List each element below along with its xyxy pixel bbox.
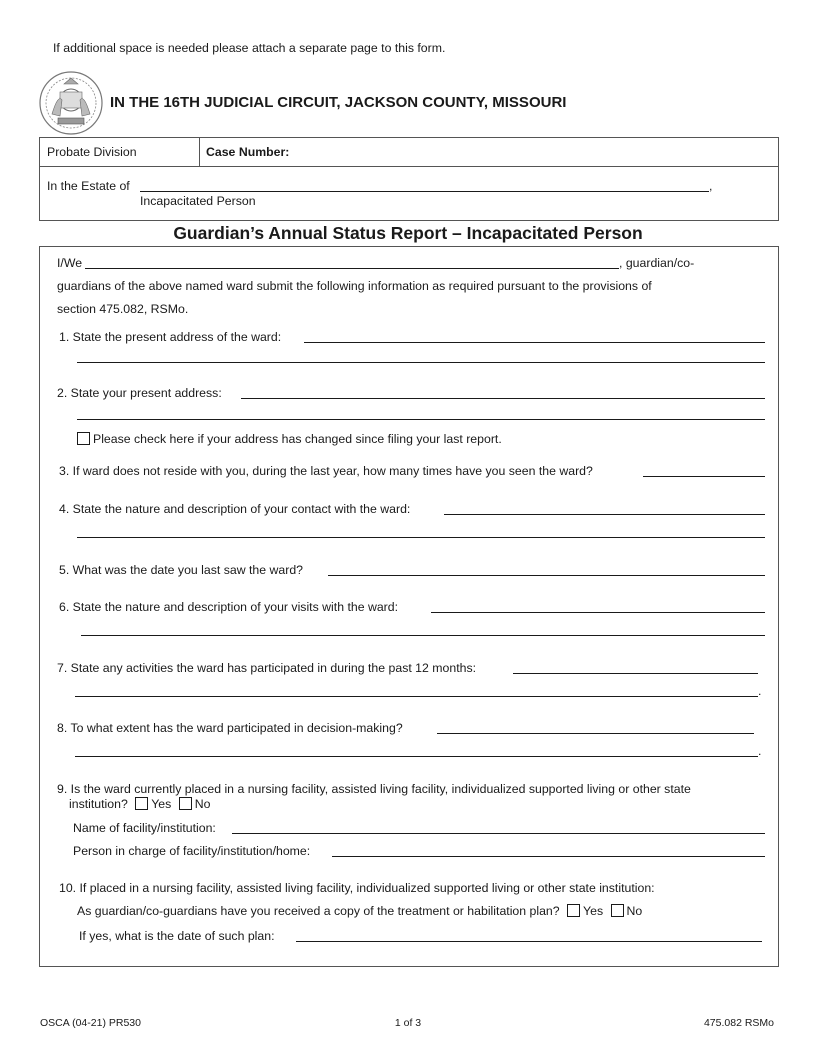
intro-line-3: section 475.082, RSMo. — [57, 302, 189, 316]
contact-description-field-2[interactable] — [77, 537, 765, 538]
person-in-charge-label: Person in charge of facility/institution/home: — [73, 844, 311, 858]
footer-statute: 475.082 RSMo — [703, 1017, 774, 1029]
person-in-charge-field[interactable] — [332, 856, 765, 857]
facility-name-field[interactable] — [232, 833, 765, 834]
plan-no-checkbox[interactable] — [611, 904, 624, 917]
times-seen-field[interactable] — [643, 476, 765, 477]
estate-name-field[interactable] — [140, 191, 709, 192]
top-note: If additional space is needed please attach a separate page to this form. — [53, 41, 446, 55]
plan-yes-label: Yes — [583, 904, 604, 918]
activities-field-2[interactable] — [75, 696, 758, 697]
placed-no-checkbox[interactable] — [179, 797, 192, 810]
activities-period: . — [758, 684, 762, 698]
state-seal-icon — [38, 70, 104, 136]
court-heading: IN THE 16TH JUDICIAL CIRCUIT, JACKSON COUNTY, MISSOURI — [110, 94, 567, 111]
question-1: 1. State the present address of the ward: — [59, 330, 282, 344]
case-table — [39, 137, 779, 221]
facility-name-label: Name of facility/institution: — [73, 821, 216, 835]
plan-date-label: If yes, what is the date of such plan: — [79, 929, 275, 943]
contact-description-field-1[interactable] — [444, 514, 765, 515]
question-9-options — [69, 797, 210, 811]
question-8: 8. To what extent has the ward participated in decision-making? — [57, 721, 403, 735]
placed-no-label: No — [194, 797, 211, 811]
address-changed-checkbox[interactable] — [77, 432, 90, 445]
question-9: 9. Is the ward currently placed in a nursing facility, assisted living facility, individualized supported living or other state — [57, 782, 691, 796]
ward-address-field-2[interactable] — [77, 362, 765, 363]
question-5: 5. What was the date you last saw the ward? — [59, 563, 304, 577]
case-table-col-divider — [199, 138, 200, 166]
question-7: 7. State any activities the ward has participated in during the past 12 months: — [57, 661, 477, 675]
incapacitated-person-label: Incapacitated Person — [140, 194, 256, 208]
case-number-label: Case Number: — [206, 145, 290, 159]
plan-no-label: No — [626, 904, 643, 918]
intro-line-2: guardians of the above named ward submit the following information as required pursuant to the provisions of — [57, 279, 652, 293]
footer-form-id: OSCA (04-21) PR530 — [40, 1017, 141, 1029]
ward-address-field-1[interactable] — [304, 342, 765, 343]
question-3: 3. If ward does not reside with you, during the last year, how many times have you seen the ward? — [59, 464, 593, 478]
address-changed-label: Please check here if your address has changed since filing your last report. — [93, 432, 502, 446]
decision-making-period: . — [758, 744, 762, 758]
last-seen-date-field[interactable] — [328, 575, 765, 576]
your-address-field-1[interactable] — [241, 398, 765, 399]
estate-comma: , — [709, 179, 713, 193]
activities-field-1[interactable] — [513, 673, 758, 674]
visits-description-field-1[interactable] — [431, 612, 765, 613]
iwe-label: I/We — [57, 256, 83, 270]
institution-label: institution? — [69, 797, 128, 811]
plan-date-field[interactable] — [296, 941, 762, 942]
placed-yes-label: Yes — [151, 797, 172, 811]
decision-making-field-1[interactable] — [437, 733, 754, 734]
probate-division: Probate Division — [47, 145, 137, 159]
estate-label: In the Estate of — [47, 179, 130, 193]
plan-yes-checkbox[interactable] — [567, 904, 580, 917]
decision-making-field-2[interactable] — [75, 756, 758, 757]
guardian-names-field[interactable] — [85, 268, 619, 269]
case-table-divider — [40, 166, 778, 167]
question-10: 10. If placed in a nursing facility, assisted living facility, individualized supported living or other state institution: — [59, 881, 655, 895]
question-2: 2. State your present address: — [57, 386, 222, 400]
placed-yes-checkbox[interactable] — [135, 797, 148, 810]
address-changed-row — [77, 432, 502, 446]
your-address-field-2[interactable] — [77, 419, 765, 420]
footer-page-number: 1 of 3 — [394, 1017, 422, 1029]
visits-description-field-2[interactable] — [81, 635, 765, 636]
question-10-plan-row — [77, 904, 642, 918]
question-4: 4. State the nature and description of your contact with the ward: — [59, 502, 411, 516]
question-6: 6. State the nature and description of your visits with the ward: — [59, 600, 399, 614]
form-title: Guardian’s Annual Status Report – Incapacitated Person — [173, 223, 643, 243]
plan-question: As guardian/co-guardians have you received a copy of the treatment or habilitation plan? — [77, 904, 560, 918]
guardian-co-label: , guardian/co- — [619, 256, 695, 270]
